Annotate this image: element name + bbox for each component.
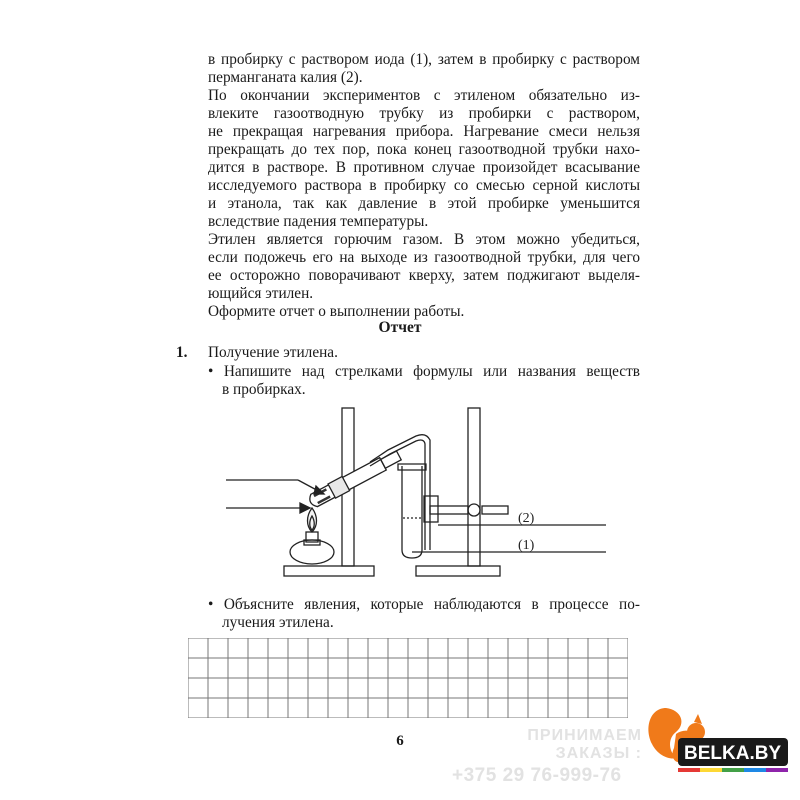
instruction-paragraph xyxy=(208,87,640,231)
text-line: влеките газоотводную трубку из пробирки с раствором, xyxy=(208,105,640,122)
report-heading: Отчет xyxy=(378,319,422,336)
belka-logo xyxy=(640,688,790,784)
text-line: ющийся этилен. xyxy=(208,285,314,302)
text-line: дится в растворе. В противном случае произойдет всасывание xyxy=(208,159,640,176)
stand-clamp xyxy=(424,496,508,522)
spirit-lamp xyxy=(290,508,334,564)
reaction-test-tube xyxy=(307,448,403,509)
text-line: Оформите отчет о выполнении работы. xyxy=(208,303,465,320)
text-line: • Объясните явления, которые наблюдаются в процессе по- xyxy=(208,596,640,613)
text-line: вследствие падения температуры. xyxy=(208,213,429,230)
page-number: 6 xyxy=(396,733,404,749)
right-stand-rod xyxy=(468,408,480,566)
watermark-phone: +375 29 76-999-76 xyxy=(452,765,622,786)
bullet-write-formulas xyxy=(208,363,640,399)
text-line: • Напишите над стрелками формулы или названия веществ xyxy=(208,363,640,380)
text-line: если подожечь его на выходе из газоотводной трубки, для чего xyxy=(208,249,640,266)
task-title: Получение этилена. xyxy=(208,344,338,361)
text-line: и этанола, так как давление в этой пробирке уменьшится xyxy=(208,195,640,212)
text-line: прекращать до тех пор, пока конец газоотводной трубки нахо- xyxy=(208,141,640,158)
label-1: (1) xyxy=(518,538,535,553)
left-stand-base xyxy=(284,566,374,576)
task-number: 1. xyxy=(176,344,188,361)
receiving-test-tube xyxy=(398,464,426,558)
intro-paragraph xyxy=(208,51,640,87)
text-line: не прекращая нагревания прибора. Нагревание смеси нельзя xyxy=(208,123,640,140)
text-line: в пробирках. xyxy=(222,381,306,398)
answer-grid[interactable] xyxy=(188,638,628,718)
watermark-line-1: ПРИНИМАЕМ ЗАКАЗЫ : xyxy=(527,727,642,762)
label-2: (2) xyxy=(518,511,535,526)
text-line: перманганата калия (2). xyxy=(208,69,363,86)
text-line: в пробирку с раствором иода (1), затем в пробирку с раствором xyxy=(208,51,640,68)
text-line: лучения этилена. xyxy=(222,614,334,631)
gas-outlet-tube xyxy=(370,435,430,550)
bullet-explain-phenomena xyxy=(208,596,640,632)
text-line: По окончании экспериментов с этиленом обязательно из- xyxy=(208,87,640,104)
ethylene-paragraph xyxy=(208,231,640,303)
logo-text: BELKA.BY xyxy=(684,743,782,764)
right-stand-base xyxy=(416,566,500,576)
watermark-order-info xyxy=(452,727,642,787)
lab-apparatus-figure xyxy=(220,400,640,580)
text-line: ее осторожно поворачивают кверху, затем поджигают выделя- xyxy=(208,267,640,284)
text-line: Этилен является горючим газом. В этом можно убедиться, xyxy=(208,231,640,248)
text-line: исследуемого раствора в пробирку со смесью серной кислоты xyxy=(208,177,640,194)
